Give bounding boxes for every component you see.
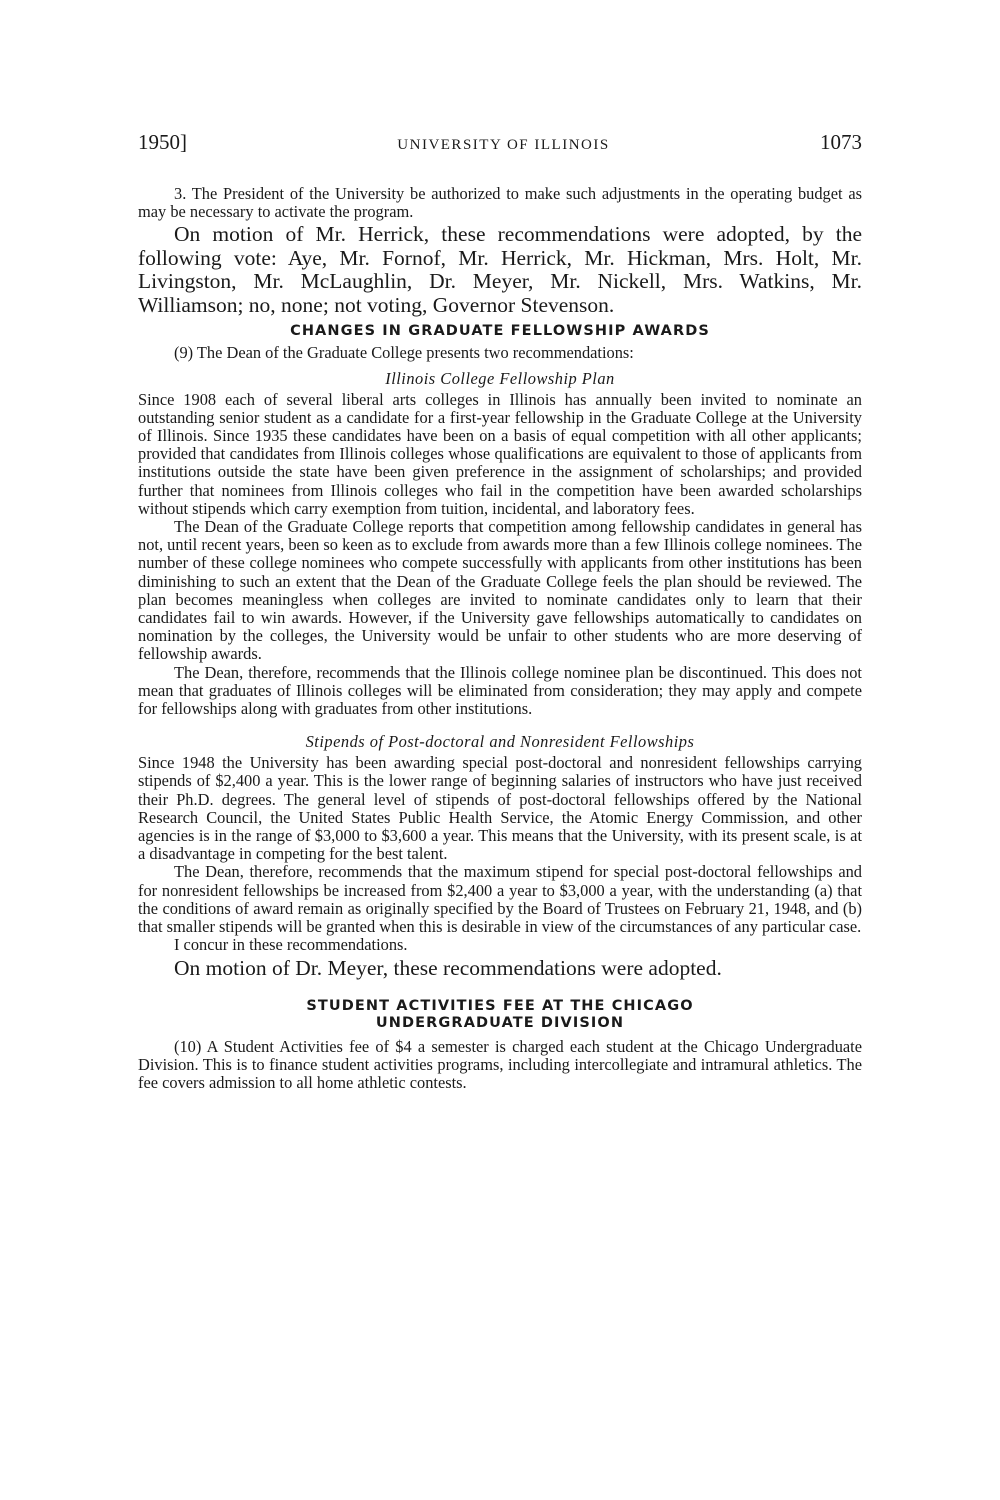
page-number: 1073 (820, 130, 862, 154)
paragraph-item-10: (10) A Student Activities fee of $4 a semester is charged each student at the Chicago Undergraduate Division. This is to finance student activities programs, including intercollegiate and intramural athletics. The fee covers admission to all home athletic contests. (138, 1037, 862, 1093)
motion-adopted-paragraph: On motion of Dr. Meyer, these recommendations were adopted. (174, 955, 722, 980)
section-heading-activities-fee (138, 998, 862, 1032)
subheading-college-fellowship-plan: Illinois College Fellowship Plan (385, 368, 615, 388)
paragraph-item-3: 3. The President of the University be authorized to make such adjustments in the operating budget as may be necessary to activate the program. (138, 184, 862, 222)
running-header (138, 130, 862, 155)
header-title: UNIVERSITY OF ILLINOIS (397, 137, 610, 153)
heading-line-1: STUDENT ACTIVITIES FEE AT THE CHICAGO (306, 998, 694, 1014)
motion-vote-paragraph: On motion of Mr. Herrick, these recommendations were adopted, by the following vote: Aye, Mr. Fornof, Mr. Herrick, Mr. Hickman, Mrs. Holt, Mr. Livingston, Mr. McLaughlin, Dr. Meyer, Mr. Nickell, Mrs. Watkins, Mr. Williamson; no, none; not voting, Governor Stevenson. (138, 222, 862, 317)
paragraph-dean-report: The Dean of the Graduate College reports that competition among fellowship candidates in general has not, until recent years, been so keen as to exclude from awards more than a few Illinois college nominees. The number of these college nominees who compete successfully with applicants from other institutions has been diminishing to such an extent that the Dean of the Graduate College feels the plan should be reviewed. The plan becomes meaningless when colleges are invited to nominate candidates only to learn that their candidates fail to win awards. However, if the University gave fellowships automatically to candidates on nomination by the colleges, the University would be unfair to other students who are more deserving of fellowship awards. (138, 517, 862, 664)
paragraph-concur: I concur in these recommendations. (174, 935, 408, 955)
section-heading-fellowship-awards: CHANGES IN GRADUATE FELLOWSHIP AWARDS (290, 323, 710, 340)
paragraph-stipends-history: Since 1948 the University has been awarding special post-doctoral and nonresident fellowships carrying stipends of $2,400 a year. This is the lower range of beginning salaries of instructors who have just received their Ph.D. degrees. The general level of stipends of post-doctoral fellowships offered by the National Research Council, the United States Public Health Service, the Atomic Energy Commission, and other agencies is in the range of $3,000 to $3,600 a year. This means that the University, with its present scale, is at a disadvantage in competing for the best talent. (138, 753, 862, 864)
heading-line-2: UNDERGRADUATE DIVISION (375, 1015, 625, 1031)
paragraph-fellowship-history: Since 1908 each of several liberal arts colleges in Illinois has annually been invited to nominate an outstanding senior student as a candidate for a first-year fellowship in the Graduate College at the University of Illinois. Since 1935 these candidates have been on a basis of equal competition with all other applicants; provided that candidates from Illinois colleges whose qualifications are equivalent to those of applicants from institutions outside the state have been given preference in the assignment of scholarships; and provided further that nominees from Illinois colleges who fail in the competition have been awarded scholarships without stipends which carry exemption from tuition, incidental, and laboratory fees. (138, 389, 862, 518)
paragraph-stipend-recommendation: The Dean, therefore, recommends that the maximum stipend for special post-doctoral fellowships and for nonresident fellowships be increased from $2,400 a year to $3,000 a year, with the understanding (a) that the conditions of award remain as originally specified by the Board of Trustees on February 21, 1948, and (b) that smaller stipends will be granted when this is desirable in view of the circumstances of any particular case. (138, 862, 862, 937)
document-page (138, 130, 862, 1093)
paragraph-item-9: (9) The Dean of the Graduate College presents two recommendations: (174, 343, 634, 363)
paragraph-dean-recommendation: The Dean, therefore, recommends that the Illinois college nominee plan be discontinued. This does not mean that graduates of Illinois colleges will be eliminated from consideration; they may apply and compete for fellowships along with graduates from other institutions. (138, 662, 862, 719)
header-year: 1950] (138, 130, 187, 154)
subheading-stipends: Stipends of Post-doctoral and Nonresident Fellowships (305, 732, 695, 752)
